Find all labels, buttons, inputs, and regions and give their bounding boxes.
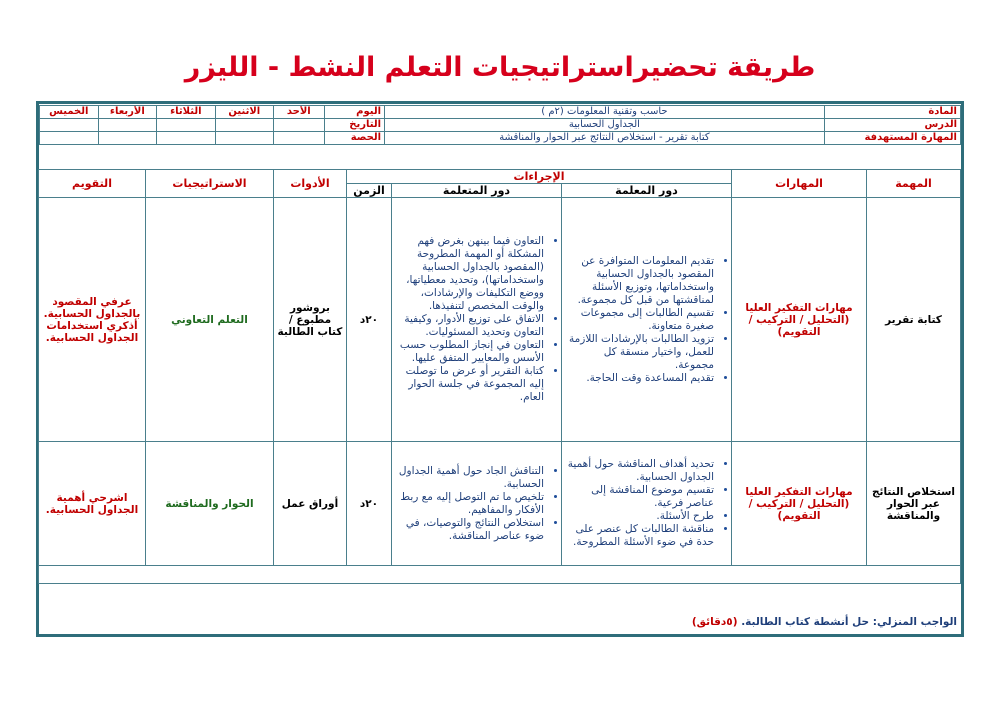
lesson-value: الجداول الحسابية xyxy=(385,119,825,132)
day-4: الأربعاء xyxy=(98,106,157,119)
day-2: الاثنين xyxy=(215,106,274,119)
teacher-role-cell xyxy=(562,198,732,442)
info-table xyxy=(39,105,961,145)
task-cell: استخلاص النتائج عبر الحوار والمناقشة xyxy=(867,442,961,566)
list-item: • كتابة التقرير أو عرض ما توصلت إليه المجموعة في جلسة الحوار العام. xyxy=(395,365,544,404)
col-skills: المهارات xyxy=(732,170,867,198)
list-item: • تقسيم الطالبات إلى مجموعات صغيرة متعاونة. xyxy=(565,307,714,333)
date-cell xyxy=(40,119,99,132)
homework-text: حل أنشطة كتاب الطالبة. xyxy=(741,616,870,628)
list-item: • التعاون في إنجاز المطلوب حسب الأسس والمعايير المتفق عليها. xyxy=(395,339,544,365)
period-cell xyxy=(98,132,157,145)
homework-time: (٥دقائق) xyxy=(691,616,738,628)
list-item: • تلخيص ما تم التوصل إليه مع ربط الأفكار والمفاهيم. xyxy=(395,491,544,517)
procedures-table xyxy=(38,169,961,584)
day-3: الثلاثاء xyxy=(157,106,216,119)
teacher-role-cell xyxy=(562,442,732,566)
period-label: الحصة xyxy=(324,132,385,145)
page-title: طريقة تحضيراستراتيجيات التعلم النشط - الليزر xyxy=(184,52,816,83)
student-role-cell xyxy=(392,198,562,442)
list-item: • تقسيم موضوع المناقشة إلى عناصر فرعية. xyxy=(565,484,714,510)
skill-line: مهارات التفكير العليا xyxy=(745,301,853,314)
list-item: • التعاون فيما بينهن بغرض فهم المشكلة أو المهمة المطروحة (المقصود بالجداول الحسابية واستخداماتها)، وتحديد معطياتها، ووضع التكليفات والإرشادات، والوقت المخصص لتنفيذها. xyxy=(395,235,544,313)
skill-line: (التحليل / التركيب / التقويم) xyxy=(748,497,850,522)
skills-cell xyxy=(732,442,867,566)
col-task: المهمة xyxy=(867,170,961,198)
date-cell xyxy=(157,119,216,132)
list-item: • مناقشة الطالبات كل عنصر على حدة في ضوء الأسئلة المطروحة. xyxy=(565,523,714,549)
list-item: • طرح الأسئلة. xyxy=(565,510,714,523)
period-cell xyxy=(215,132,274,145)
period-cell xyxy=(40,132,99,145)
col-strategies: الاستراتيجيات xyxy=(145,170,273,198)
list-item: • تزويد الطالبات بالإرشادات اللازمة للعمل، واختيار منسقة كل مجموعة. xyxy=(565,333,714,372)
date-cell xyxy=(98,119,157,132)
tools-cell: أوراق عمل xyxy=(273,442,346,566)
time-cell: ٢٠د xyxy=(346,198,391,442)
evaluation-cell: عرفي المقصود بالجداول الحسابية. أذكري استخدامات الجداول الحسابية. xyxy=(38,198,145,442)
col-evaluation: التقويم xyxy=(38,170,145,198)
student-role-cell xyxy=(392,442,562,566)
col-procedures: الإجراءات xyxy=(346,170,731,184)
list-item: • التناقش الجاد حول أهمية الجداول الحسابية. xyxy=(395,465,544,491)
col-time: الزمن xyxy=(346,184,391,198)
date-cell xyxy=(215,119,274,132)
day-5: الخميس xyxy=(40,106,99,119)
date-label: التاريخ xyxy=(324,119,385,132)
col-student-role: دور المتعلمة xyxy=(392,184,562,198)
tools-cell: بروشور مطبوع / كتاب الطالبة xyxy=(273,198,346,442)
skill-label: المهارة المستهدفة xyxy=(824,132,960,145)
skills-cell xyxy=(732,198,867,442)
table-row xyxy=(38,198,960,442)
list-item: • الاتفاق على توزيع الأدوار، وكيفية التعاون وتحديد المسئوليات. xyxy=(395,313,544,339)
strategy-cell: الحوار والمناقشة xyxy=(145,442,273,566)
day-1: الأحد xyxy=(274,106,324,119)
col-tools: الأدوات xyxy=(273,170,346,198)
time-cell: ٢٠د xyxy=(346,442,391,566)
homework-label: الواجب المنزلي: xyxy=(872,616,957,628)
day-label: اليوم xyxy=(324,106,385,119)
col-teacher-role: دور المعلمة xyxy=(562,184,732,198)
skill-line: مهارات التفكير العليا xyxy=(745,485,853,498)
skill-line: (التحليل / التركيب / التقويم) xyxy=(748,313,850,338)
evaluation-cell: اشرحي أهمية الجداول الحسابية. xyxy=(38,442,145,566)
strategy-cell: التعلم التعاوني xyxy=(145,198,273,442)
subject-label: المادة xyxy=(824,106,960,119)
table-row xyxy=(38,566,960,584)
skill-value: كتابة تقرير - استخلاص النتائج عبر الحوار والمناقشة xyxy=(385,132,825,145)
subject-value: حاسب وتقنية المعلومات (٢م ) xyxy=(385,106,825,119)
list-item: • تقديم المساعدة وقت الحاجة. xyxy=(565,372,714,385)
list-item: • تحديد أهداف المناقشة حول أهمية الجداول الحسابية. xyxy=(565,458,714,484)
homework-line xyxy=(692,616,957,628)
table-row xyxy=(38,442,960,566)
spacer-cell xyxy=(38,566,960,584)
lesson-plan-frame xyxy=(36,101,964,637)
task-cell: كتابة تقرير xyxy=(867,198,961,442)
period-cell xyxy=(157,132,216,145)
list-item: • تقديم المعلومات المتوافرة عن المقصود بالجداول الحسابية واستخداماتها، وتوزيع الأسئلة لمناقشتها من قبل كل مجموعة. xyxy=(565,255,714,307)
date-cell xyxy=(274,119,324,132)
lesson-label: الدرس xyxy=(824,119,960,132)
list-item: • استخلاص النتائج والتوصيات، في ضوء عناصر المناقشة. xyxy=(395,517,544,543)
period-cell xyxy=(274,132,324,145)
